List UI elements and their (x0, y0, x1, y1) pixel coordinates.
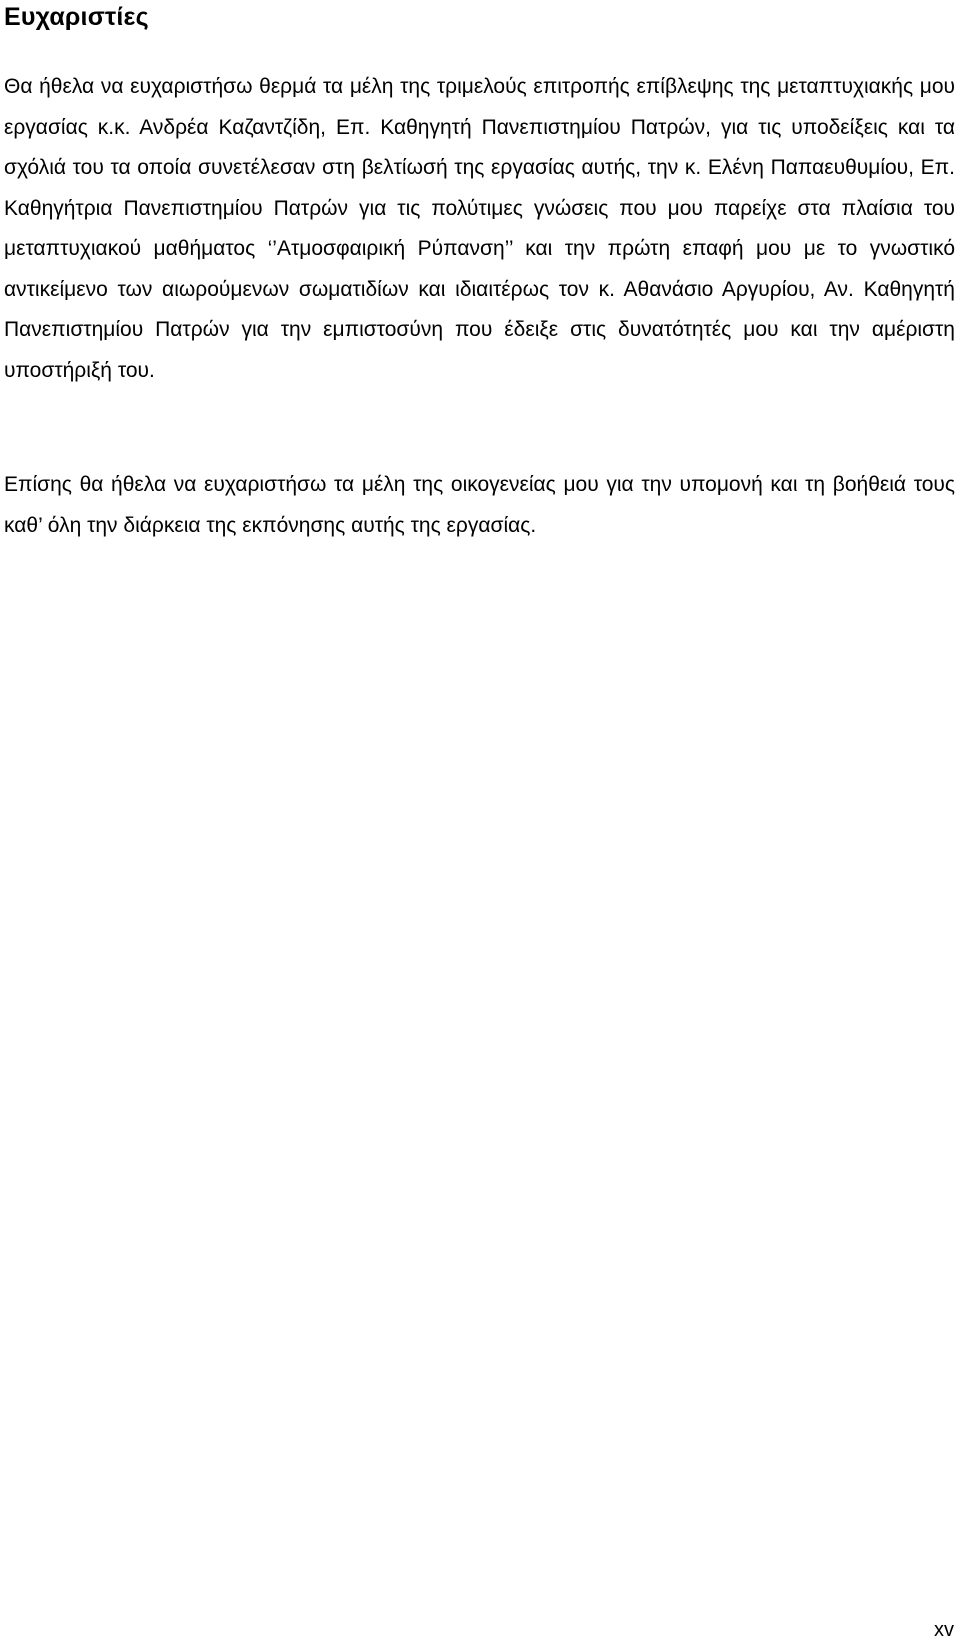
page-title: Ευχαριστίες (4, 3, 149, 31)
acknowledgements-paragraph-2: Επίσης θα ήθελα να ευχαριστήσω τα μέλη της οικογενείας μου για την υπομονή και τη βοήθειά τους καθ’ όλη την διάρκεια της εκπόνησης αυτής της εργασίας. (4, 473, 955, 537)
acknowledgements-paragraph-1: Θα ήθελα να ευχαριστήσω θερμά τα μέλη της τριμελούς επιτροπής επίβλεψης της μεταπτυχιακής μου εργασίας κ.κ. Ανδρέα Καζαντζίδη, Επ. Καθηγητή Πανεπιστημίου Πατρών, για τις υποδείξεις και τα σχόλιά του τα οποία συνετέλεσαν στη βελτίωσή της εργασίας αυτής, την κ. Ελένη Παπαευθυμίου, Επ. Καθηγήτρια Πανεπιστημίου Πατρών για τις πολύτιμες γνώσεις που μου παρείχε στα πλαίσια του μεταπτυχιακού μαθήματος ‘’Ατμοσφαιρική Ρύπανση’’ και την πρώτη επαφή μου με το γνωστικό αντικείμενο των αιωρούμενων σωματιδίων και ιδιαιτέρως τον κ. Αθανάσιο Αργυρίου, Αν. Καθηγητή Πανεπιστημίου Πατρών για την εμπιστοσύνη που έδειξε στις δυνατότητές μου και την αμέριστη υποστήριξή του. (4, 75, 955, 382)
page-number: xv (934, 1619, 954, 1641)
